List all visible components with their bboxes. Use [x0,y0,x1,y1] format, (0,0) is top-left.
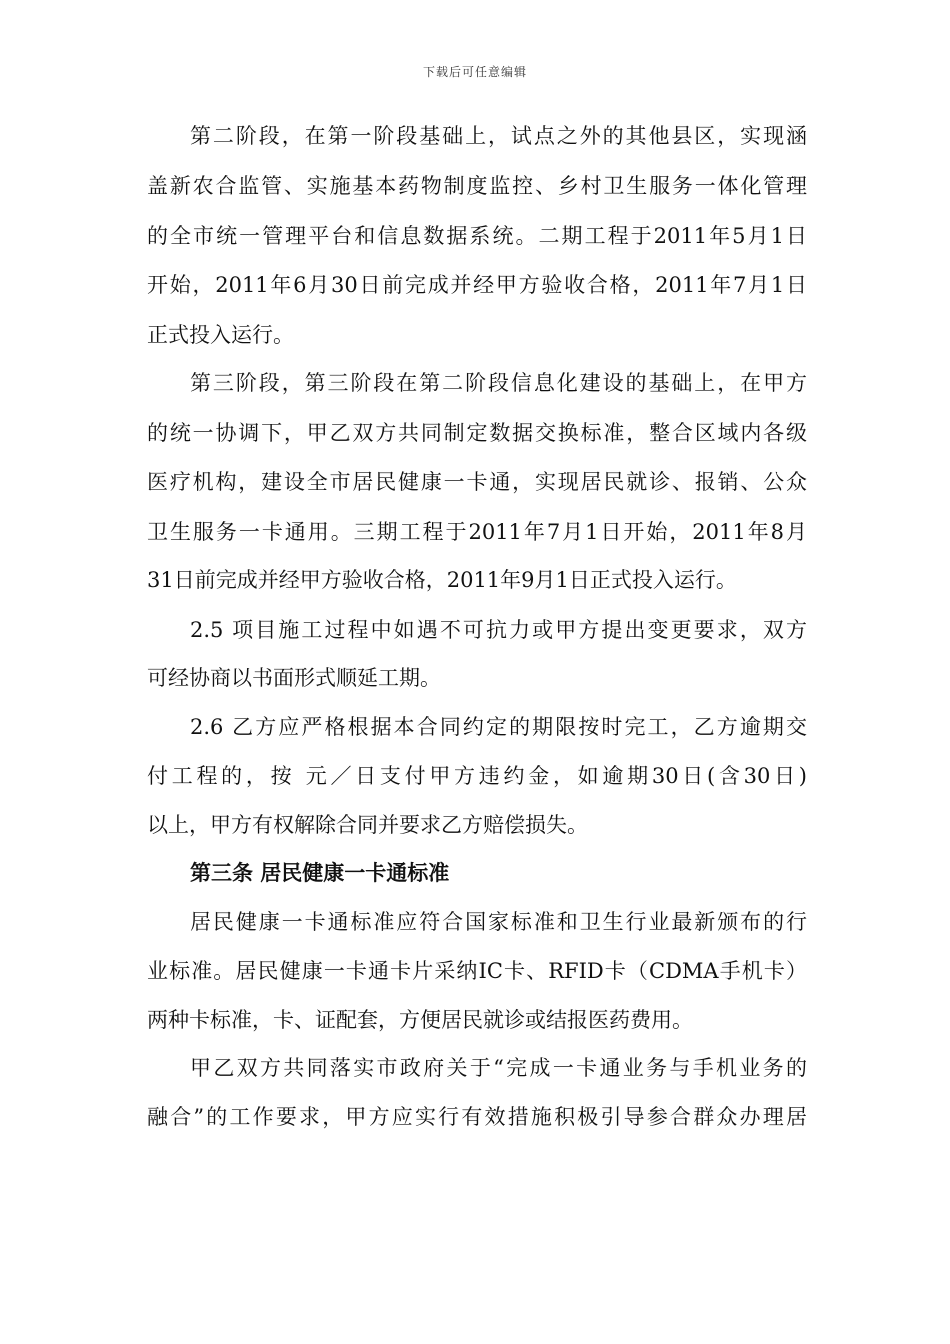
paragraph-line: 正式投入运行。 [147,323,294,347]
paragraph-line: 甲乙双方共同落实市政府关于“完成一卡通业务与手机业务的 [190,1056,807,1080]
paragraph-line: 居民健康一卡通标准应符合国家标准和卫生行业最新颁布的行 [190,910,807,934]
paragraph-line: 开始，2011年6月30日前完成并经甲方验收合格，2011年7月1日 [147,273,807,297]
paragraph-line: 31日前完成并经甲方验收合格，2011年9月1日正式投入运行。 [147,568,737,592]
paragraph-line: 两种卡标准，卡、证配套，方便居民就诊或结报医药费用。 [147,1008,693,1032]
paragraph-line: 付工程的，按 元／日支付甲方违约金，如逾期30日(含30日) [147,764,807,788]
paragraph-line: 2.5 项目施工过程中如遇不可抗力或甲方提出变更要求，双方 [190,618,807,642]
section-heading: 第三条 居民健康一卡通标准 [190,860,450,885]
paragraph-line: 第二阶段，在第一阶段基础上，试点之外的其他县区，实现涵 [190,124,807,148]
paragraph-line: 业标准。居民健康一卡通卡片采纳IC卡、RFID卡（CDMA手机卡） [147,959,807,983]
paragraph-line: 可经协商以书面形式顺延工期。 [147,666,441,690]
paragraph-line: 盖新农合监管、实施基本药物制度监控、乡村卫生服务一体化管理 [147,174,807,198]
page-header: 下载后可任意编辑 [422,65,527,79]
paragraph-line: 第三阶段，第三阶段在第二阶段信息化建设的基础上，在甲方 [190,371,807,395]
paragraph-line: 医疗机构，建设全市居民健康一卡通，实现居民就诊、报销、公众 [147,470,807,494]
paragraph-line: 的全市统一管理平台和信息数据系统。二期工程于2011年5月1日 [147,224,807,248]
paragraph-line: 以上，甲方有权解除合同并要求乙方赔偿损失。 [147,813,588,837]
paragraph-line: 融合”的工作要求，甲方应实行有效措施积极引导参合群众办理居 [147,1105,807,1129]
paragraph-line: 的统一协调下，甲乙双方共同制定数据交换标准，整合区域内各级 [147,421,807,445]
paragraph-line: 2.6 乙方应严格根据本合同约定的期限按时完工，乙方逾期交 [190,715,807,739]
paragraph-line: 卫生服务一卡通用。三期工程于2011年7月1日开始，2011年8月 [147,520,807,544]
